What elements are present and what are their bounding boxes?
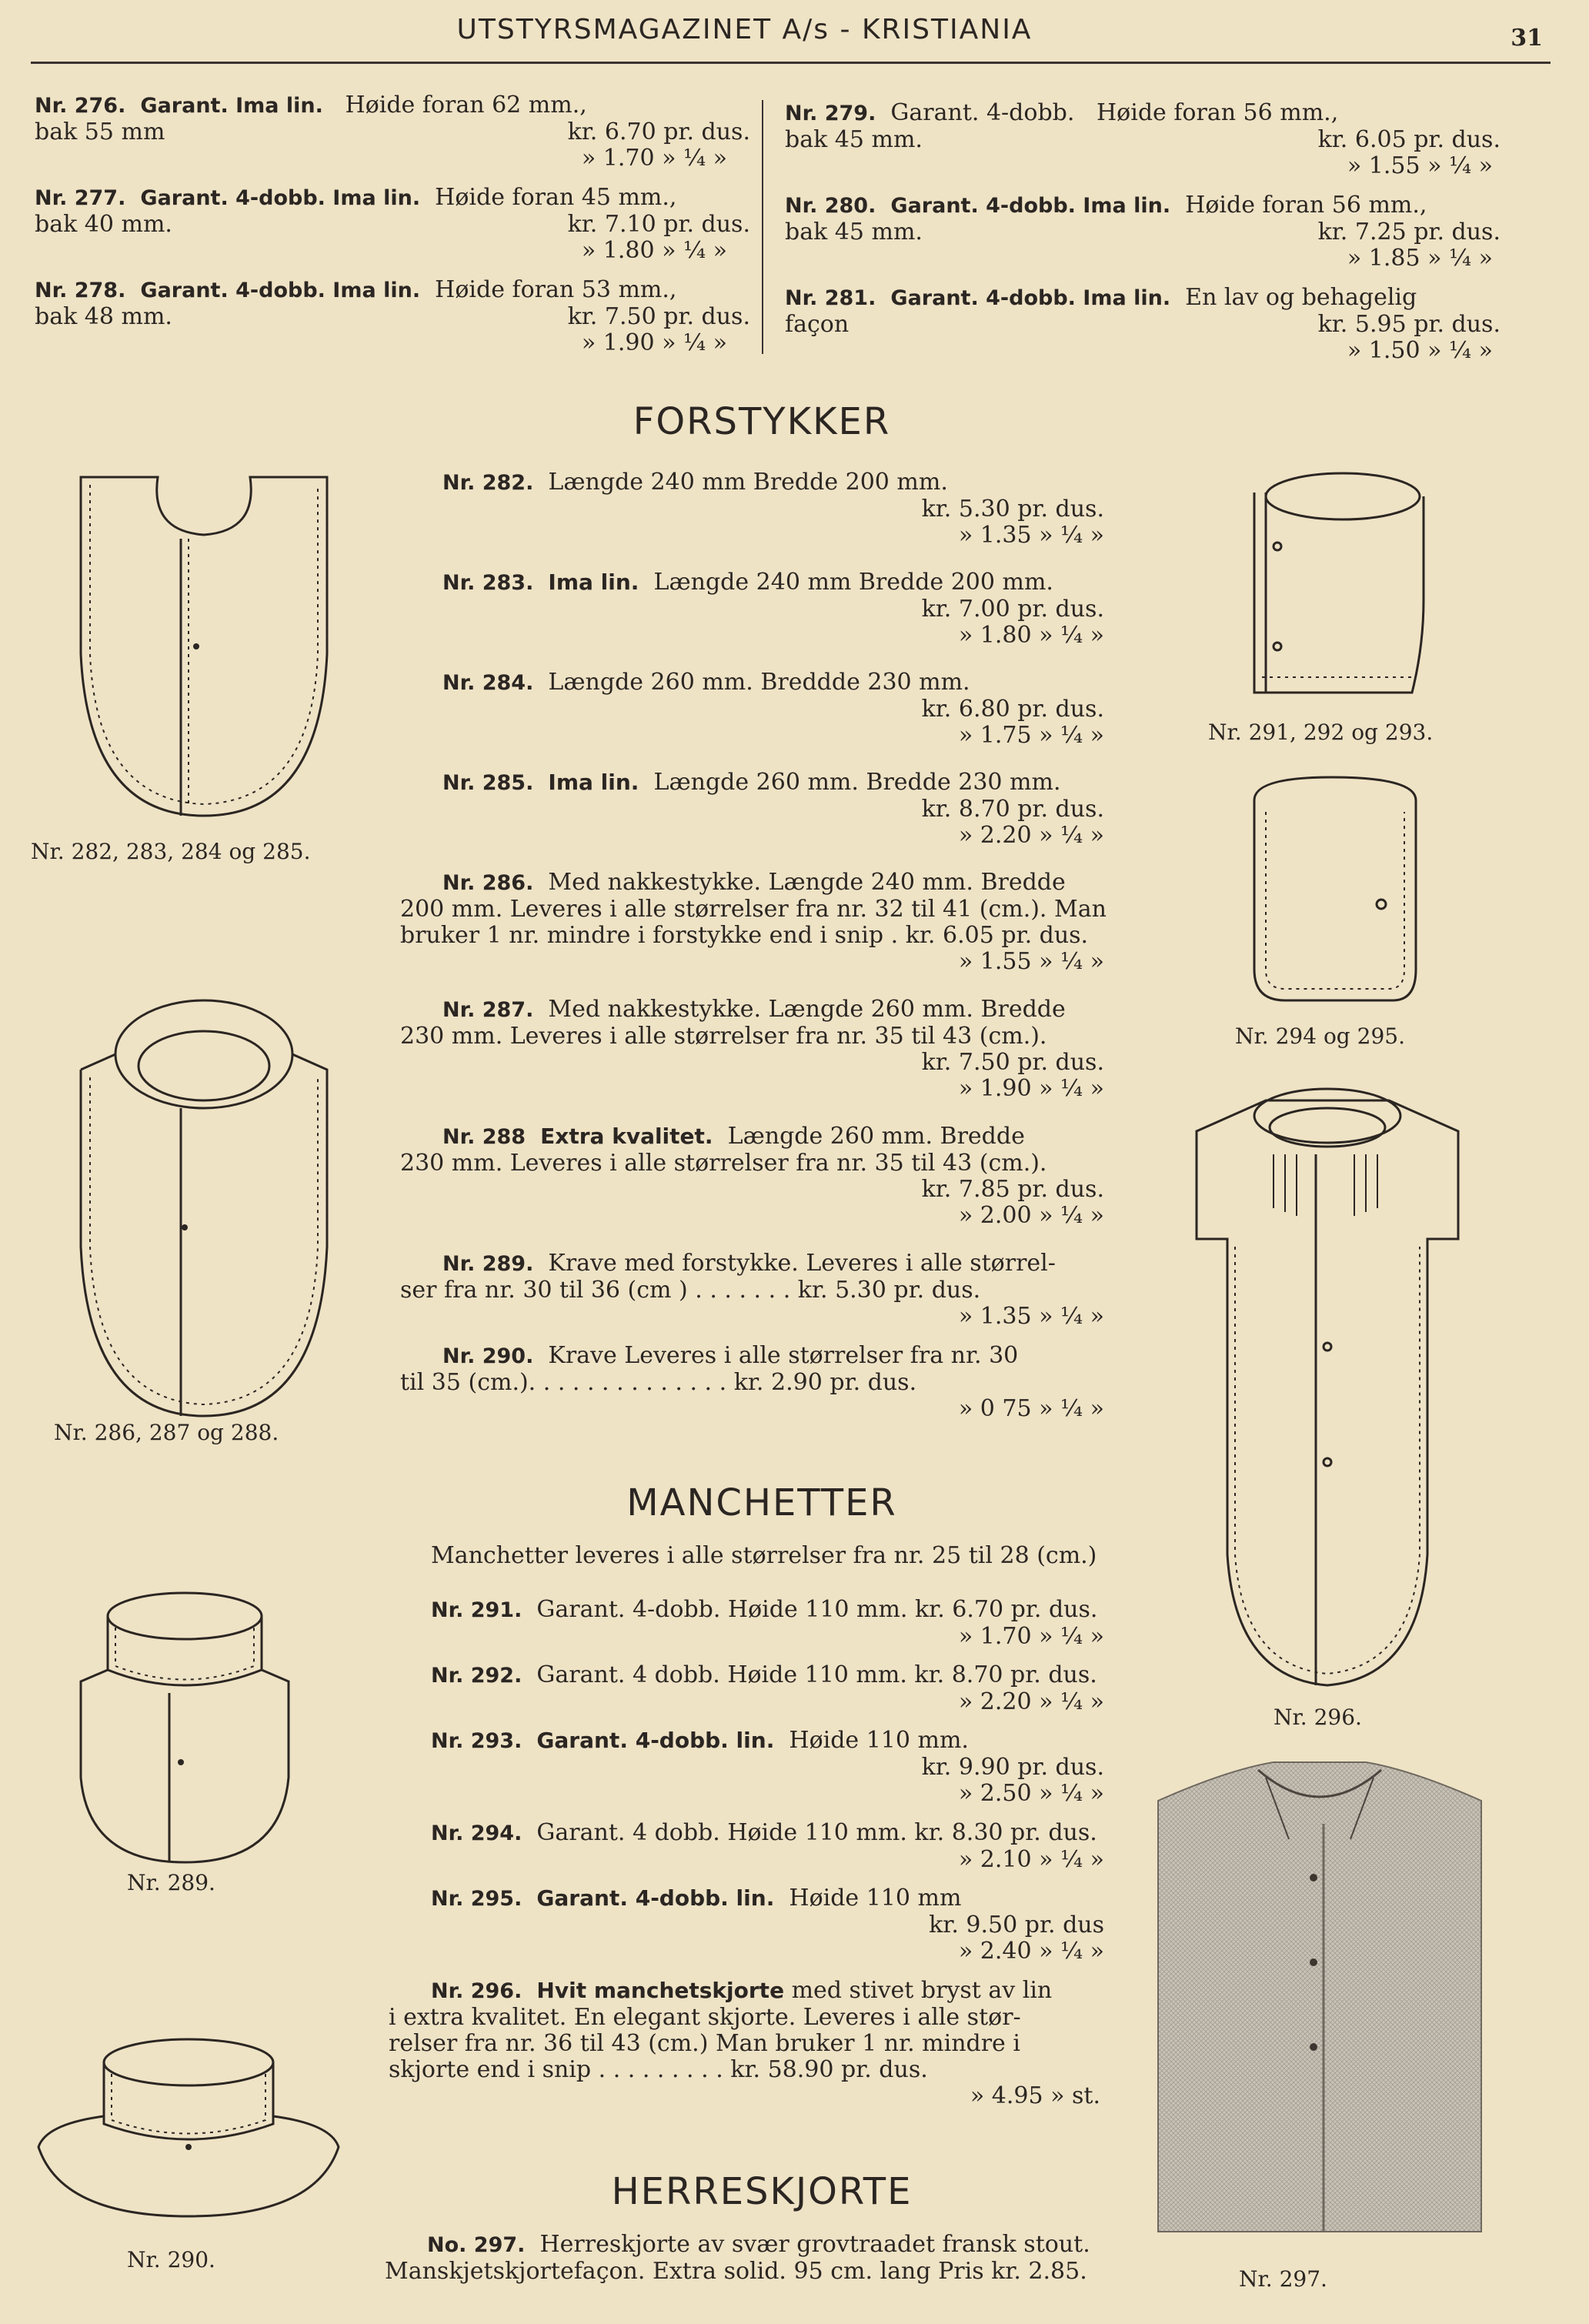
- item-number: Nr. 288: [442, 1125, 526, 1149]
- caption-291: Nr. 291, 292 og 293.: [1208, 720, 1434, 745]
- item-price-quarter: » 1.90 » ¼ »: [958, 1075, 1104, 1102]
- item-desc: 230 mm. Leveres i alle størrelser fra nr. 35 til 43 (cm.).: [400, 1023, 1047, 1050]
- dress-shirt-illustration: [1189, 1085, 1466, 1693]
- item-number: No. 297.: [427, 2233, 526, 2257]
- item-quality: Garant. 4-dobb. lin.: [536, 1728, 775, 1753]
- shirtfront-collar-illustration: [73, 993, 335, 1424]
- cuff-round-illustration: [1239, 770, 1431, 1008]
- item-quality: Garant. 4-dobb. Ima lin.: [140, 186, 421, 210]
- entry-283: [442, 569, 1120, 649]
- item-number: Nr. 286.: [442, 871, 534, 895]
- item-price: kr. 7.50 pr. dus.: [921, 1049, 1104, 1076]
- caption-289: Nr. 289.: [127, 1870, 215, 1895]
- item-price: bruker 1 nr. mindre i forstykke end i snip . kr. 6.05 pr. dus.: [400, 922, 1089, 949]
- item-price-quarter: » 1.80 » ¼ »: [958, 622, 1104, 649]
- item-desc: 200 mm. Leveres i alle størrelser fra nr. 32 til 41 (cm.). Man: [400, 896, 1107, 923]
- item-number: Nr. 289.: [442, 1252, 534, 1276]
- item-price: kr. 7.10 pr. dus.: [567, 211, 750, 238]
- item-quality: Garant. 4-dobb. lin.: [536, 1885, 775, 1911]
- item-price: kr. 9.50 pr. dus: [929, 1912, 1104, 1938]
- item-desc: Længde 260 mm. Bredde: [727, 1123, 1025, 1150]
- page-header: [31, 8, 1551, 64]
- item-price-quarter: » 1.55 » ¼ »: [958, 948, 1104, 975]
- item-desc: En lav og behagelig: [1185, 284, 1417, 311]
- item-desc: Krave Leveres i alle størrelser fra nr. 30: [548, 1342, 1019, 1369]
- item-number: Nr. 296.: [431, 1979, 522, 2003]
- item-price: kr. 6.70 pr. dus.: [567, 119, 750, 145]
- item-number: Nr. 283.: [442, 571, 534, 595]
- item-price: kr. 7.00 pr. dus.: [921, 596, 1104, 623]
- herreskjorte-photo: [1150, 1755, 1489, 2247]
- item-number: Nr. 277.: [35, 186, 126, 210]
- entry-289: [400, 1250, 1120, 1330]
- item-desc: Høide 110 mm: [789, 1885, 962, 1912]
- item-number: Nr. 287.: [442, 998, 534, 1022]
- item-price-quarter: » 1.75 » ¼ »: [958, 722, 1104, 749]
- item-desc: Garant. 4 dobb. Høide 110 mm. kr. 8.70 pr. dus.: [536, 1661, 1097, 1688]
- item-quality: Hvit manchetskjorte: [536, 1978, 785, 2003]
- item-desc: Høide 110 mm.: [789, 1727, 969, 1754]
- item-rest: bak 45 mm.: [785, 219, 923, 245]
- item-desc: Længde 240 mm Bredde 200 mm.: [653, 569, 1053, 596]
- entry-295: [431, 1885, 1116, 1965]
- section-title-herreskjorte: HERRESKJORTE: [611, 2170, 913, 2213]
- item-price-quarter: » 2.50 » ¼ »: [958, 1780, 1104, 1807]
- item-price: kr. 7.85 pr. dus.: [921, 1176, 1104, 1203]
- entry-279: [785, 100, 1501, 179]
- item-quality: Garant. Ima lin.: [140, 94, 323, 118]
- item-price: ser fra nr. 30 til 36 (cm ) . . . . . . . kr. 5.30 pr. dus.: [400, 1277, 981, 1304]
- entry-281: [785, 285, 1501, 364]
- caption-294: Nr. 294 og 295.: [1235, 1023, 1405, 1049]
- caption-290: Nr. 290.: [127, 2247, 215, 2272]
- item-number: Nr. 278.: [35, 279, 126, 302]
- item-price-quarter: » 1.70 » ¼ »: [958, 1623, 1104, 1650]
- item-rest: bak 45 mm.: [785, 126, 923, 153]
- item-price: kr. 6.05 pr. dus.: [1317, 126, 1501, 153]
- entry-284: [442, 669, 1120, 749]
- item-desc: Høide foran 56 mm.,: [1097, 99, 1339, 126]
- item-number: Nr. 285.: [442, 771, 534, 795]
- item-price: til 35 (cm.). . . . . . . . . . . . . . kr. 2.90 pr. dus.: [400, 1369, 917, 1396]
- item-price-quarter: » 0 75 » ¼ »: [958, 1395, 1104, 1422]
- item-desc: Garant. 4 dobb. Høide 110 mm. kr. 8.30 pr. dus.: [536, 1819, 1097, 1846]
- entry-290: [400, 1343, 1120, 1422]
- item-number: Nr. 295.: [431, 1887, 522, 1911]
- column-divider: [762, 100, 763, 354]
- item-price: Manskjetskjortefaçon. Extra solid. 95 cm. lang Pris kr. 2.85.: [385, 2258, 1087, 2285]
- item-desc: Længde 260 mm. Breddde 230 mm.: [548, 669, 970, 696]
- item-price: kr. 6.80 pr. dus.: [921, 696, 1104, 723]
- item-desc: i extra kvalitet. En elegant skjorte. Leveres i alle stør-: [389, 2004, 1021, 2031]
- item-quality: Garant. 4-dobb. Ima lin.: [890, 286, 1171, 310]
- item-price-quarter: » 1.80 » ¼ »: [581, 237, 727, 264]
- item-desc: Høide foran 45 mm.,: [435, 184, 677, 211]
- entry-285: [442, 770, 1120, 849]
- item-desc: Krave med forstykke. Leveres i alle størrel-: [548, 1250, 1056, 1277]
- section-title-forstykker: FORSTYKKER: [633, 400, 891, 443]
- item-desc: Høide foran 53 mm.,: [435, 276, 677, 303]
- collar-illustration: [31, 2032, 346, 2224]
- item-desc: 230 mm. Leveres i alle størrelser fra nr. 35 til 43 (cm.).: [400, 1150, 1047, 1177]
- entry-291: [431, 1597, 1116, 1650]
- item-price: kr. 5.95 pr. dus.: [1317, 311, 1501, 338]
- item-quality: Garant. 4-dobb.: [890, 99, 1075, 126]
- shirtfront-illustration: [73, 462, 335, 823]
- item-price-quarter: » 2.20 » ¼ »: [958, 822, 1104, 849]
- entry-296: [389, 1978, 1116, 2109]
- item-price-quarter: » 1.90 » ¼ »: [581, 329, 727, 356]
- caption-286: Nr. 286, 287 og 288.: [54, 1420, 279, 1445]
- item-price-quarter: » 2.20 » ¼ »: [958, 1688, 1104, 1715]
- entry-277: [35, 185, 750, 264]
- item-number: Nr. 294.: [431, 1821, 522, 1845]
- entry-297: [385, 2232, 1123, 2285]
- collar-front-illustration: [73, 1585, 296, 1870]
- item-price: skjorte end i snip . . . . . . . . . kr. 58.90 pr. dus.: [389, 2056, 928, 2083]
- item-price-quarter: » 2.00 » ¼ »: [958, 1202, 1104, 1229]
- entry-278: [35, 277, 750, 356]
- item-price-each: » 4.95 » st.: [970, 2082, 1100, 2109]
- item-price-quarter: » 1.55 » ¼ »: [1347, 152, 1493, 179]
- manchetter-intro: Manchetter leveres i alle størrelser fra nr. 25 til 28 (cm.): [431, 1542, 1097, 1569]
- entry-282: [442, 469, 1120, 549]
- item-desc: Garant. 4-dobb. Høide 110 mm. kr. 6.70 pr. dus.: [536, 1596, 1098, 1623]
- item-quality: Ima lin.: [548, 569, 639, 595]
- item-price-quarter: » 1.35 » ¼ »: [958, 522, 1104, 549]
- entry-287: [400, 997, 1120, 1102]
- item-price-quarter: » 2.10 » ¼ »: [958, 1846, 1104, 1873]
- entry-294: [431, 1820, 1116, 1873]
- item-number: Nr. 290.: [442, 1344, 534, 1368]
- caption-296: Nr. 296.: [1274, 1705, 1362, 1730]
- item-price: kr. 7.50 pr. dus.: [567, 303, 750, 330]
- item-price: kr. 7.25 pr. dus.: [1317, 219, 1501, 245]
- item-price-quarter: » 2.40 » ¼ »: [958, 1938, 1104, 1965]
- item-desc: Med nakkestykke. Længde 260 mm. Bredde: [548, 996, 1066, 1023]
- item-quality: Ima lin.: [548, 770, 639, 795]
- item-number: Nr. 282.: [442, 471, 534, 495]
- cuff-illustration: [1243, 469, 1427, 708]
- item-price: kr. 9.90 pr. dus.: [921, 1754, 1104, 1781]
- entry-280: [785, 192, 1501, 272]
- item-quality: Garant. 4-dobb. Ima lin.: [140, 279, 421, 302]
- item-price-quarter: » 1.35 » ¼ »: [958, 1303, 1104, 1330]
- item-price: kr. 5.30 pr. dus.: [921, 496, 1104, 523]
- item-number: Nr. 291.: [431, 1598, 522, 1622]
- entry-293: [431, 1728, 1116, 1807]
- item-number: Nr. 284.: [442, 671, 534, 695]
- item-price-quarter: » 1.50 » ¼ »: [1347, 337, 1493, 364]
- entry-276: [35, 92, 750, 172]
- item-desc: Herreskjorte av svær grovtraadet fransk stout.: [539, 2231, 1090, 2258]
- item-desc: Høide foran 56 mm.,: [1185, 192, 1427, 219]
- item-desc: Længde 240 mm Bredde 200 mm.: [548, 469, 948, 496]
- item-rest: façon: [785, 311, 850, 338]
- item-rest: bak 48 mm.: [35, 303, 172, 330]
- item-number: Nr. 293.: [431, 1729, 522, 1753]
- item-price-quarter: » 1.85 » ¼ »: [1347, 245, 1493, 272]
- item-quality: Garant. 4-dobb. Ima lin.: [890, 194, 1171, 218]
- entry-286: [400, 870, 1120, 975]
- caption-282: Nr. 282, 283, 284 og 285.: [31, 839, 311, 864]
- page-title: UTSTYRSMAGAZINET A/s - KRISTIANIA: [456, 14, 1033, 45]
- page-number: 31: [1511, 25, 1543, 52]
- item-rest: bak 55 mm: [35, 119, 165, 145]
- item-desc: relser fra nr. 36 til 43 (cm.) Man bruker 1 nr. mindre i: [389, 2030, 1020, 2057]
- item-desc: Længde 260 mm. Bredde 230 mm.: [653, 769, 1061, 796]
- item-desc: Høide foran 62 mm.,: [345, 92, 587, 119]
- section-title-manchetter: MANCHETTER: [626, 1481, 897, 1524]
- item-number: Nr. 280.: [785, 194, 876, 218]
- item-number: Nr. 276.: [35, 94, 126, 118]
- entry-288: [400, 1124, 1120, 1229]
- caption-297: Nr. 297.: [1239, 2266, 1327, 2292]
- item-number: Nr. 281.: [785, 286, 876, 310]
- item-price-quarter: » 1.70 » ¼ »: [581, 145, 727, 172]
- item-desc: med stivet bryst av lin: [791, 1977, 1053, 2004]
- item-number: Nr. 292.: [431, 1664, 522, 1688]
- item-price: kr. 8.70 pr. dus.: [921, 796, 1104, 823]
- item-desc: Med nakkestykke. Længde 240 mm. Bredde: [548, 869, 1066, 896]
- item-quality: Extra kvalitet.: [540, 1124, 713, 1149]
- entry-292: [431, 1662, 1116, 1715]
- item-number: Nr. 279.: [785, 102, 876, 125]
- item-rest: bak 40 mm.: [35, 211, 172, 238]
